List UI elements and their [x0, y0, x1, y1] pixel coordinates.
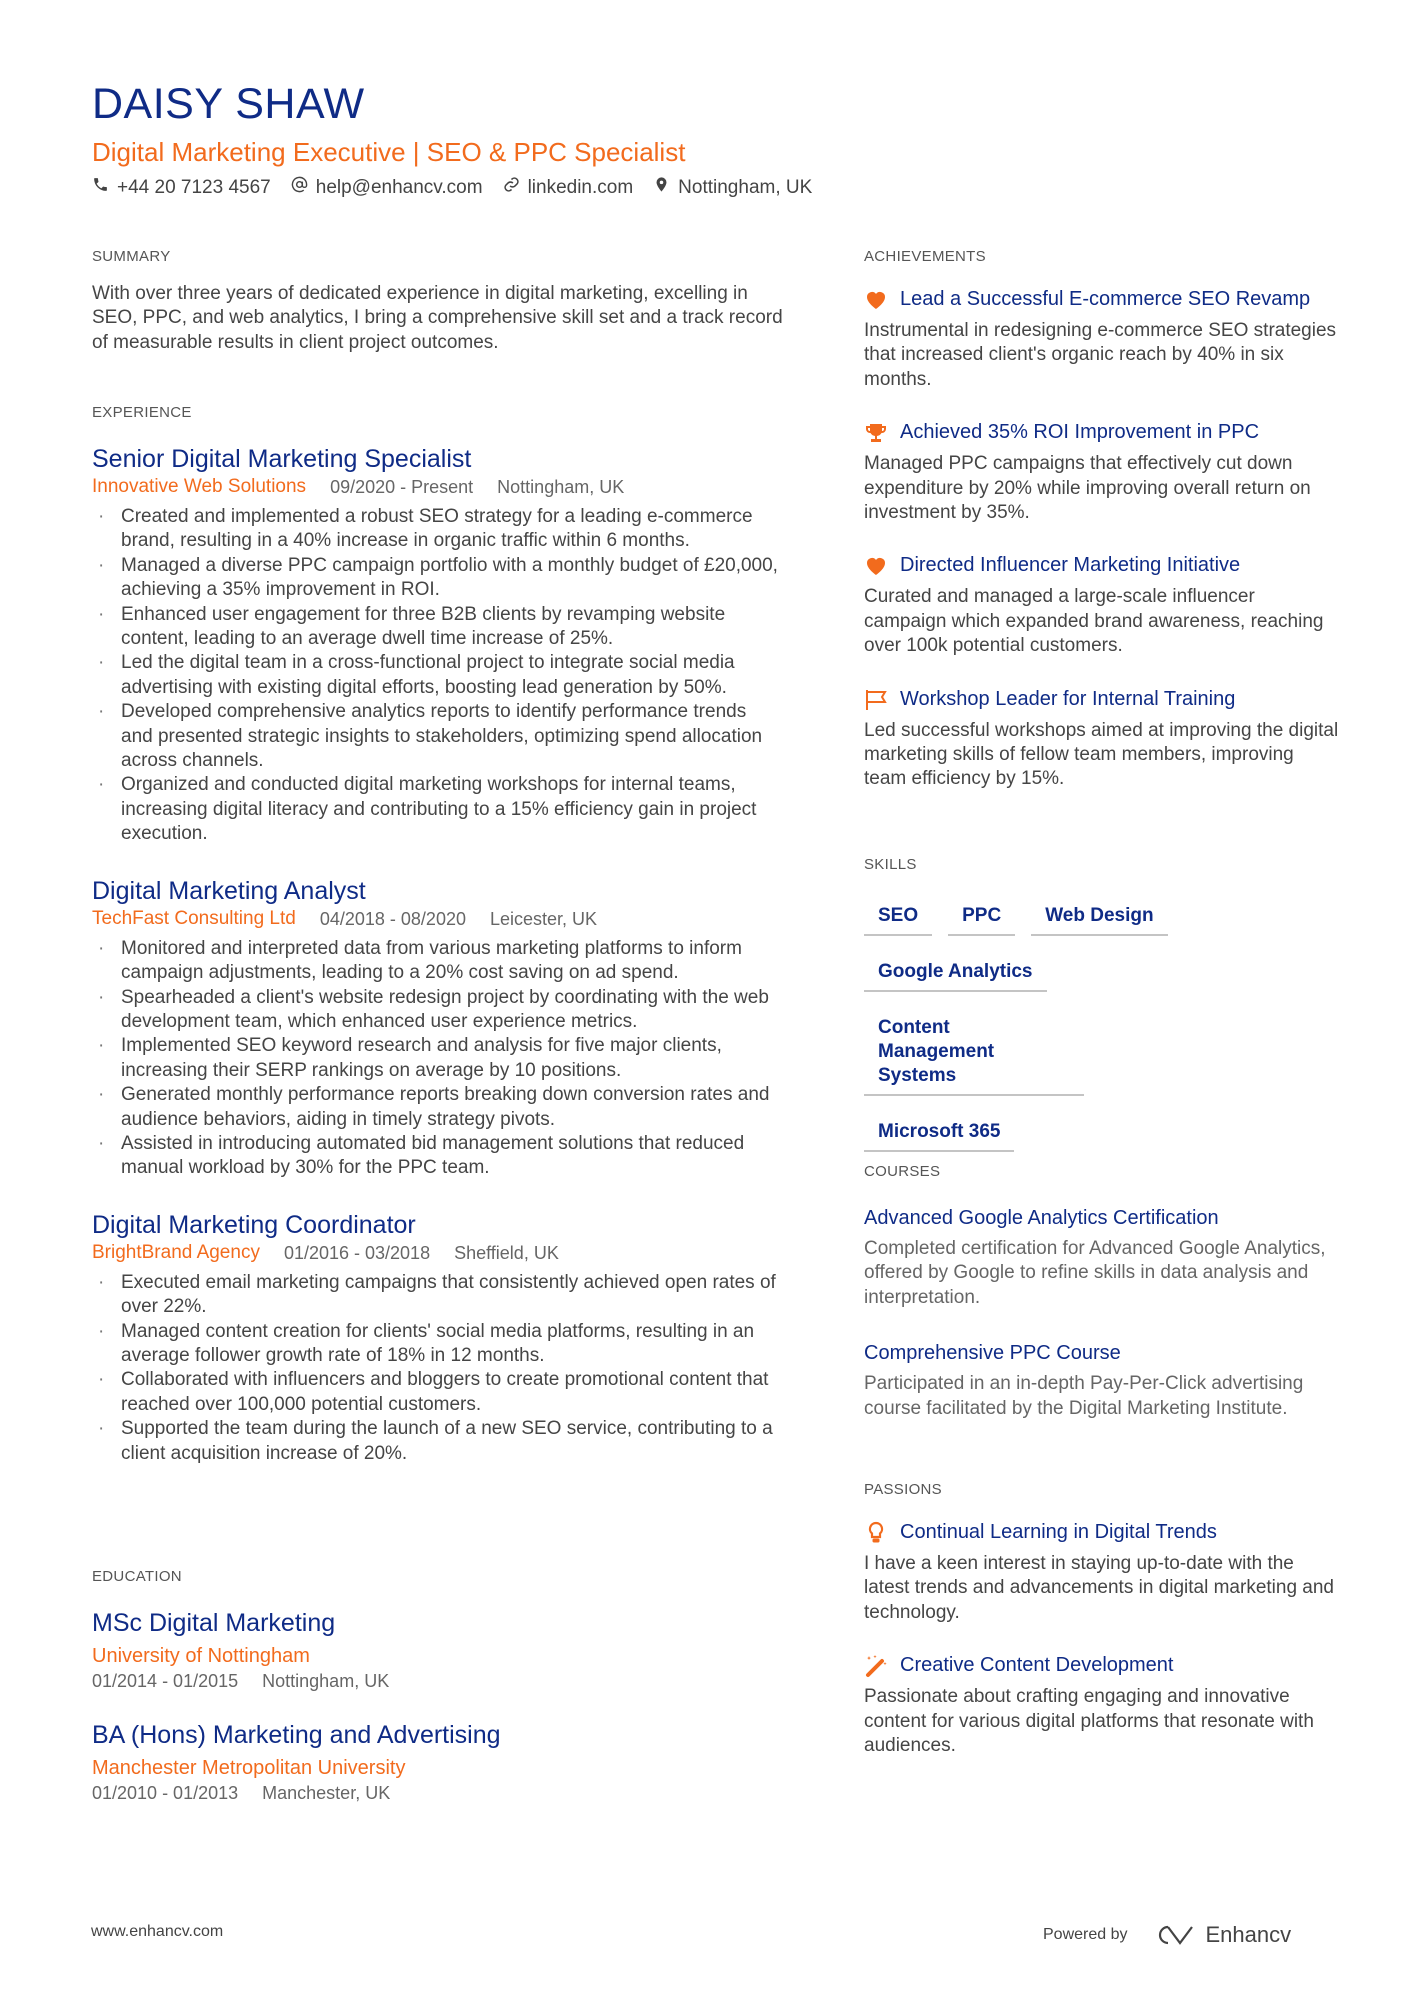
school-name: University of Nottingham — [92, 1645, 310, 1667]
trophy-icon — [864, 421, 888, 445]
magic-wand-icon — [864, 1654, 888, 1678]
bullet-list — [92, 937, 792, 1181]
education-list — [92, 1607, 792, 1805]
degree: BA (Hons) Marketing and Advertising — [92, 1721, 501, 1749]
achievement — [864, 553, 1339, 658]
job-entry — [92, 875, 792, 1181]
education-entry — [92, 1607, 792, 1693]
bullet-list — [92, 505, 792, 847]
courses-section — [864, 1163, 1339, 1451]
section-label: EXPERIENCE — [92, 404, 192, 421]
education-dates: 01/2010 - 01/2013 — [92, 1783, 239, 1803]
powered-by — [1043, 1922, 1291, 1948]
course-list — [864, 1205, 1339, 1421]
course-description: Completed certification for Advanced Google Analytics, offered by Google to refine skills in data analysis and interpretation. — [864, 1238, 1326, 1308]
education-section — [92, 1568, 792, 1831]
contact-text: +44 20 7123 4567 — [117, 176, 271, 198]
job-entry — [92, 443, 792, 847]
passion-header — [864, 1653, 1339, 1678]
contact-text: help@enhancv.com — [315, 176, 483, 198]
location-pin-icon — [653, 176, 670, 199]
job-dates: 01/2016 - 03/2018 — [283, 1242, 431, 1263]
passion-title: Creative Content Development — [900, 1654, 1174, 1677]
enhancv-logo[interactable] — [1152, 1922, 1292, 1948]
section-label: SUMMARY — [92, 248, 171, 265]
job-meta — [92, 1241, 792, 1265]
achievement-header — [864, 287, 1339, 312]
experience-section — [92, 404, 792, 1494]
achievement-description: Led successful workshops aimed at improving the digital marketing skills of fellow team members, improving team efficiency by 15%. — [864, 719, 1339, 790]
achievement — [864, 420, 1339, 525]
footer-url[interactable]: www.enhancv.com — [91, 1923, 224, 1940]
at-icon — [291, 176, 308, 199]
summary-text: With over three years of dedicated experience in digital marketing, excelling in SEO, PPC, and web analytics, I bring a comprehensive skill set and a track record of measurable results in client project outcomes. — [92, 283, 783, 353]
achievement — [864, 687, 1339, 792]
course-description: Participated in an in-depth Pay-Per-Click advertising course facilitated by the Digital Marketing Institute. — [864, 1373, 1304, 1419]
job-location: Leicester, UK — [489, 908, 598, 929]
bullet-item: · Executed email marketing campaigns that consistently achieved open rates of over 22%. — [92, 1271, 782, 1320]
heart-icon — [864, 554, 888, 578]
job-meta — [92, 907, 792, 931]
bullet-item: · Led the digital team in a cross-functional project to integrate social media advertising with existing digital efforts, boosting lead generation by 50%. — [92, 651, 782, 700]
contact-item[interactable] — [92, 176, 271, 199]
achievement-description: Curated and managed a large-scale influencer campaign which expanded brand awareness, reaching over 100k potential customers. — [864, 586, 1324, 657]
achievement-title: Achieved 35% ROI Improvement in PPC — [900, 421, 1260, 444]
passion-list — [864, 1520, 1339, 1758]
enhancv-logo-icon — [1152, 1922, 1198, 1948]
passion-description: I have a keen interest in staying up-to-date with the latest trends and advancements in digital marketing and technology. — [864, 1553, 1334, 1623]
headline: Digital Marketing Executive | SEO & PPC Specialist — [92, 137, 686, 167]
bullet-item: · Developed comprehensive analytics reports to identify performance trends and presented strategic insights to stakeholders, optimizing spend allocation across channels. — [92, 700, 782, 773]
contact-item[interactable] — [503, 176, 634, 199]
passion — [864, 1520, 1339, 1625]
education-meta — [92, 1781, 792, 1805]
flag-icon — [864, 688, 888, 712]
bullet-list — [92, 1271, 792, 1466]
skill-list — [864, 904, 1284, 1152]
course-entry — [864, 1205, 1339, 1310]
skill-tag: PPC — [948, 904, 1015, 936]
phone-icon — [92, 176, 109, 199]
contact-item[interactable] — [291, 176, 483, 199]
bullet-item: · Assisted in introducing automated bid management solutions that reduced manual workload by 30% for the PPC team. — [92, 1132, 782, 1181]
bullet-item: · Collaborated with influencers and bloggers to create promotional content that reached over 100,000 potential customers. — [92, 1368, 782, 1417]
company-name: Innovative Web Solutions — [92, 476, 307, 497]
skill-tag: Web Design — [1031, 904, 1167, 936]
achievements-section — [864, 248, 1339, 820]
achievement-title: Directed Influencer Marketing Initiative — [900, 554, 1241, 577]
contact-text: linkedin.com — [527, 176, 634, 198]
education-dates: 01/2014 - 01/2015 — [92, 1671, 239, 1691]
course-title: Comprehensive PPC Course — [864, 1342, 1121, 1365]
bullet-item: · Spearheaded a client's website redesign project by coordinating with the web development team, which enhanced user experience metrics. — [92, 986, 782, 1035]
school-name: Manchester Metropolitan University — [92, 1757, 406, 1779]
bullet-item: · Enhanced user engagement for three B2B clients by revamping website content, leading to an average dwell time increase of 25%. — [92, 603, 782, 652]
bullet-item: · Monitored and interpreted data from various marketing platforms to inform campaign adjustments, leading to a 20% cost saving on ad spend. — [92, 937, 782, 986]
education-location: Manchester, UK — [262, 1783, 391, 1803]
powered-by-label: Powered by — [1043, 1926, 1128, 1943]
bullet-item: · Implemented SEO keyword research and analysis for five major clients, increasing their SERP rankings on average by 10 positions. — [92, 1034, 782, 1083]
achievement-description: Instrumental in redesigning e-commerce SEO strategies that increased client's organic reach by 40% in six months. — [864, 320, 1337, 390]
achievement-list — [864, 287, 1339, 792]
job-dates: 04/2018 - 08/2020 — [319, 908, 466, 929]
skill-tag: SEO — [864, 904, 932, 936]
course-entry — [864, 1340, 1339, 1421]
candidate-name: DAISY SHAW — [92, 80, 365, 128]
education-location: Nottingham, UK — [262, 1671, 390, 1691]
achievement-title: Lead a Successful E-commerce SEO Revamp — [900, 288, 1311, 310]
contact-text: Nottingham, UK — [678, 176, 813, 198]
job-location: Nottingham, UK — [497, 477, 625, 497]
degree: MSc Digital Marketing — [92, 1609, 336, 1637]
achievement — [864, 287, 1339, 392]
section-label: SKILLS — [864, 856, 917, 873]
job-title: Senior Digital Marketing Specialist — [92, 445, 472, 473]
heart-icon — [864, 288, 888, 312]
job-list — [92, 443, 792, 1466]
section-label: EDUCATION — [92, 1568, 182, 1585]
passion — [864, 1653, 1339, 1758]
section-label: PASSIONS — [864, 1481, 942, 1498]
brand-name: Enhancv — [1205, 1922, 1292, 1947]
section-label: COURSES — [864, 1163, 941, 1180]
passion-header — [864, 1520, 1339, 1545]
passion-title: Continual Learning in Digital Trends — [900, 1521, 1217, 1543]
achievement-header — [864, 420, 1339, 445]
job-meta — [92, 475, 792, 499]
skill-tag: Content Management Systems — [864, 1016, 1084, 1096]
contact-bar — [92, 176, 812, 199]
job-location: Sheffield, UK — [454, 1242, 559, 1263]
company-name: BrightBrand Agency — [92, 1241, 260, 1263]
summary-section — [92, 248, 792, 355]
passion-description: Passionate about crafting engaging and innovative content for various digital platforms that resonate with audiences. — [864, 1686, 1314, 1757]
achievement-header — [864, 687, 1339, 712]
lightbulb-icon — [864, 1521, 888, 1545]
education-entry — [92, 1719, 792, 1805]
skills-section — [864, 856, 1339, 1152]
bullet-item: · Managed content creation for clients' social media platforms, resulting in an average follower growth rate of 18% in 12 months. — [92, 1320, 782, 1369]
achievement-title: Workshop Leader for Internal Training — [900, 687, 1236, 710]
company-name: TechFast Consulting Ltd — [92, 907, 296, 929]
job-entry — [92, 1209, 792, 1466]
bullet-item: · Generated monthly performance reports breaking down conversion rates and audience behaviors, aiding in timely strategy pivots. — [92, 1083, 782, 1132]
education-meta — [92, 1669, 792, 1693]
skill-tag: Google Analytics — [864, 960, 1047, 992]
achievement-header — [864, 553, 1339, 578]
section-label: ACHIEVEMENTS — [864, 248, 986, 265]
bullet-item: · Created and implemented a robust SEO strategy for a leading e-commerce brand, resulting in a 40% increase in organic traffic within 6 months. — [92, 505, 782, 554]
course-title: Advanced Google Analytics Certification — [864, 1207, 1219, 1229]
job-title: Digital Marketing Coordinator — [92, 1210, 416, 1239]
job-dates: 09/2020 - Present — [330, 477, 474, 497]
passions-section — [864, 1481, 1339, 1786]
job-title: Digital Marketing Analyst — [92, 876, 366, 905]
link-icon — [503, 176, 520, 199]
bullet-item: · Managed a diverse PPC campaign portfolio with a monthly budget of £20,000, achieving a 35% improvement in ROI. — [92, 554, 782, 603]
achievement-description: Managed PPC campaigns that effectively cut down expenditure by 20% while improving overall return on investment by 35%. — [864, 453, 1311, 524]
skill-tag: Microsoft 365 — [864, 1120, 1014, 1152]
bullet-item: · Organized and conducted digital marketing workshops for internal teams, increasing digital literacy and contributing to a 15% efficiency gain in project execution. — [92, 773, 782, 846]
bullet-item: · Supported the team during the launch of a new SEO service, contributing to a client acquisition increase of 20%. — [92, 1417, 782, 1466]
contact-item[interactable] — [653, 176, 812, 199]
